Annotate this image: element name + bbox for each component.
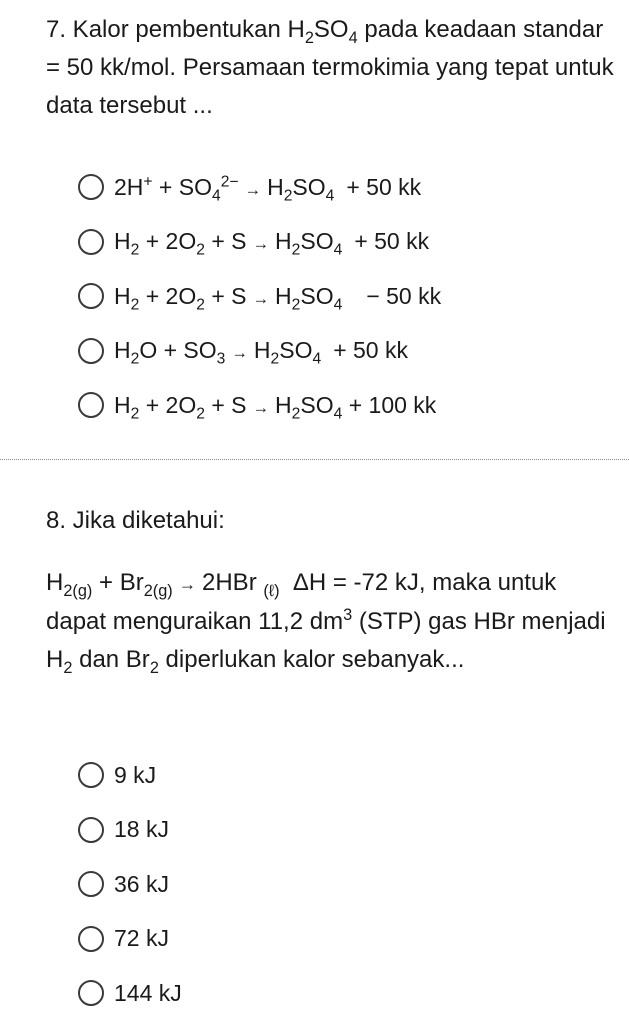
q7-option-2[interactable]: [78, 215, 619, 270]
q8-option-2[interactable]: [78, 803, 619, 858]
radio-button[interactable]: [78, 926, 104, 952]
radio-button[interactable]: [78, 980, 104, 1006]
q7-option-2-label: $H_2 + 2O_2 + S \to H_2SO_4 + 50$ kk: [114, 228, 430, 259]
radio-button[interactable]: [78, 229, 104, 255]
q7-option-1-label: $2H^+ + SO_4^{2-} \to H_2SO_4 + 50$ kk: [114, 173, 422, 205]
q8-option-3-label: 36 kJ: [114, 870, 169, 897]
radio-button[interactable]: [78, 338, 104, 364]
question-8-options: [78, 748, 619, 1021]
question-7: [46, 11, 615, 125]
q8-option-2-label: 18 kJ: [114, 816, 169, 843]
question-8-stem: $H_{2(g)} + Br_{2(g)} \to 2HBr$ $_{(\ell)}$ ΔH = -72 kJ, maka untuk dapat menguraikan 11,2 $dm^3$ (STP) gas HBr menjadi $H_2$ dan $Br_2$ diperlukan kalor sebanyak...: [46, 569, 606, 677]
radio-button[interactable]: [78, 817, 104, 843]
q8-option-4[interactable]: [78, 912, 619, 967]
question-8: [46, 502, 615, 679]
q7-option-4-label: $H_2O + SO_3 \to H_2SO_4 + 50$ kk: [114, 337, 408, 368]
q7-option-5-label: $H_2 + 2O_2 + S \to H_2SO_4 + 100$ kk: [114, 391, 437, 423]
q7-option-1[interactable]: [78, 160, 619, 215]
radio-button[interactable]: [78, 762, 104, 788]
q8-option-3[interactable]: [78, 857, 619, 912]
radio-button[interactable]: [78, 283, 104, 309]
radio-button[interactable]: [78, 392, 104, 418]
q8-option-1[interactable]: [78, 748, 619, 803]
question-7-options: [78, 160, 619, 433]
q7-option-3-label: $H_2 + 2O_2 + S \to H_2SO_4 - 50$ kk: [114, 282, 442, 314]
q7-option-5[interactable]: [78, 378, 619, 433]
section-divider: [0, 459, 629, 460]
q8-option-1-label: 9 kJ: [114, 761, 157, 788]
radio-button[interactable]: [78, 871, 104, 897]
question-8-intro: 8. Jika diketahui:: [46, 507, 225, 534]
q8-option-5-label: 144 kJ: [114, 979, 182, 1006]
q8-option-5[interactable]: [78, 966, 619, 1021]
question-8-number: 8.: [46, 507, 67, 534]
radio-button[interactable]: [78, 174, 104, 200]
q7-option-3[interactable]: [78, 269, 619, 324]
question-7-stem: 7. Kalor pembentukan $H_2SO_4$ pada keadaan standar = 50 kk/mol. Persamaan termokimia yang tepat untuk data tersebut ...: [46, 16, 614, 119]
question-7-number: 7.: [46, 16, 67, 43]
q7-option-4[interactable]: [78, 324, 619, 379]
q8-option-4-label: 72 kJ: [114, 925, 169, 952]
